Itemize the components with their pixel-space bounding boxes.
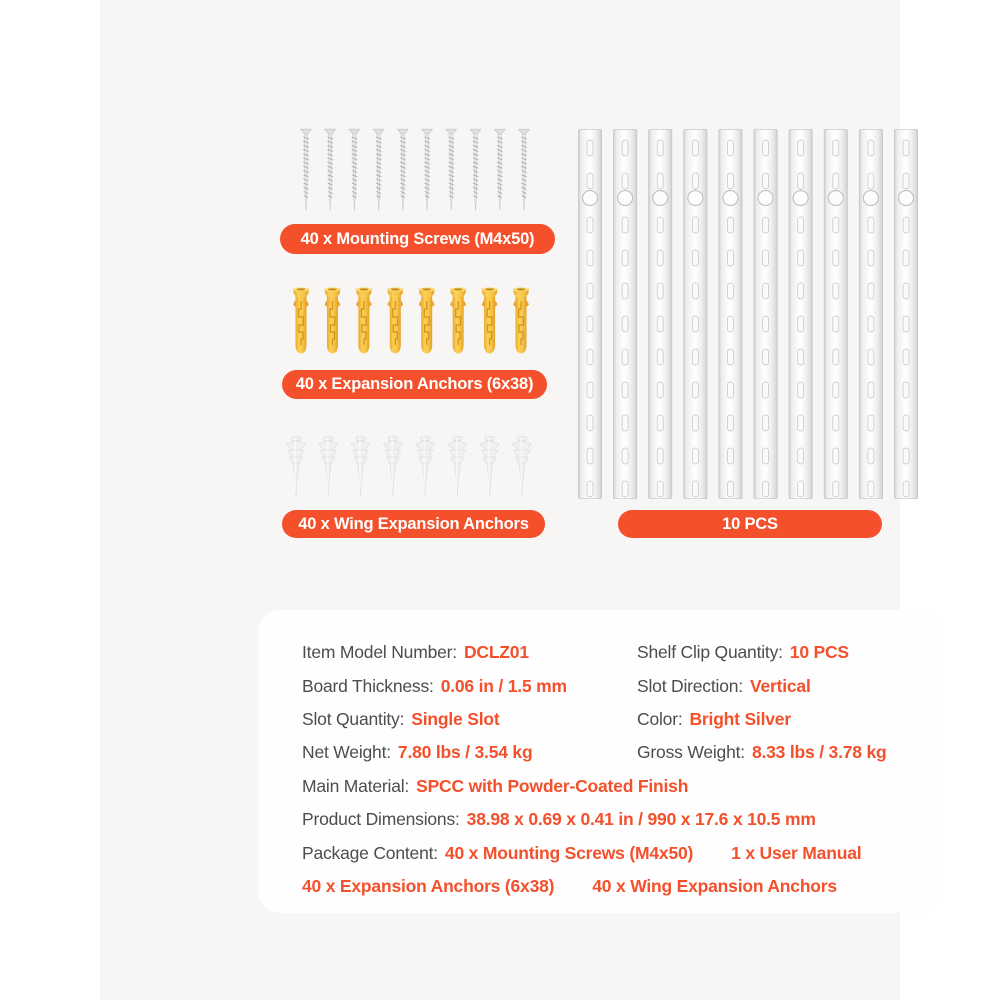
screw-icon <box>494 129 505 210</box>
rail-slot <box>903 448 909 464</box>
rail-slot <box>727 217 733 233</box>
rail-slot <box>692 415 698 431</box>
shelf-standard-icon <box>613 129 636 498</box>
expansion-anchor-icon <box>419 287 435 353</box>
rail-slot <box>587 349 593 365</box>
rail-slot <box>798 349 804 365</box>
shelf-standard-icon <box>824 129 847 498</box>
shelf-standard-icon <box>754 129 777 498</box>
expansion-anchor-icon <box>482 287 498 353</box>
spec-label: Slot Quantity: <box>302 708 405 729</box>
spec-value: 38.98 x 0.69 x 0.41 in / 990 x 17.6 x 10.5 mm <box>466 809 816 830</box>
rail-slot <box>763 217 769 233</box>
spec-value: 8.33 lbs / 3.78 kg <box>751 742 887 763</box>
rail-slot <box>657 382 663 398</box>
rail-slot <box>727 173 733 189</box>
rail-mounting-hole <box>863 191 878 206</box>
rail-slot <box>903 250 909 266</box>
rail-slot <box>657 283 663 299</box>
rail-slot <box>833 349 839 365</box>
rail-slot <box>868 448 874 464</box>
rail-slot <box>692 448 698 464</box>
screw-icon <box>519 129 530 210</box>
spec-row <box>302 736 940 769</box>
expansion-anchor-icon <box>293 287 309 353</box>
wing-anchor-icon <box>351 437 370 497</box>
rail-slot <box>692 283 698 299</box>
rail-slot <box>798 316 804 332</box>
rail-slot <box>763 316 769 332</box>
spec-cell <box>637 742 887 763</box>
rail-slot <box>868 316 874 332</box>
screw-icon <box>301 129 312 210</box>
rail-slot <box>727 316 733 332</box>
gray-canvas <box>100 0 900 1000</box>
mounting-screws-graphic <box>300 128 530 213</box>
rail-slot <box>587 140 593 156</box>
wing-anchors-label: 40 x Wing Expansion Anchors <box>298 514 529 533</box>
expansion-anchor-icon <box>387 287 403 353</box>
rail-slot <box>587 382 593 398</box>
rail-slot <box>692 349 698 365</box>
expansion-anchor-icon <box>324 287 340 353</box>
screw-icon <box>398 129 409 210</box>
wing-anchor-icon <box>319 437 338 497</box>
spec-cell <box>731 843 861 864</box>
rail-slot <box>833 217 839 233</box>
rail-slot <box>868 140 874 156</box>
rail-slot <box>903 481 909 497</box>
rail-slot <box>727 140 733 156</box>
rail-slot <box>657 217 663 233</box>
wing-anchor-icon <box>480 437 499 497</box>
rail-slot <box>587 415 593 431</box>
spec-label: Main Material: <box>302 775 410 796</box>
spec-cell <box>302 742 637 763</box>
expansion-anchors-graphic <box>291 287 531 359</box>
rail-slot <box>798 481 804 497</box>
spec-cell <box>302 676 637 697</box>
spec-value: 7.80 lbs / 3.54 kg <box>397 742 533 763</box>
rail-mounting-hole <box>899 191 914 206</box>
expansion-anchors-label: 40 x Expansion Anchors (6x38) <box>295 375 534 393</box>
spec-value: 10 PCS <box>789 642 849 663</box>
spec-label: Product Dimensions: <box>302 809 460 830</box>
rail-slot <box>622 250 628 266</box>
rail-slot <box>868 415 874 431</box>
shelf-standard-icon <box>719 129 742 498</box>
spec-cell <box>302 642 637 663</box>
rail-slot <box>833 283 839 299</box>
screw-icon <box>446 129 457 210</box>
spec-row <box>302 836 940 869</box>
expansion-anchor-icon <box>356 287 372 353</box>
rail-slot <box>692 316 698 332</box>
rail-slot <box>833 316 839 332</box>
rail-slot <box>798 415 804 431</box>
rail-slot <box>657 140 663 156</box>
specs-card <box>258 610 940 913</box>
rail-slot <box>903 316 909 332</box>
rail-slot <box>903 349 909 365</box>
rail-slot <box>587 217 593 233</box>
rail-slot <box>622 283 628 299</box>
rail-slot <box>622 140 628 156</box>
rail-slot <box>657 415 663 431</box>
spec-label: Package Content: <box>302 842 438 863</box>
rail-slot <box>833 448 839 464</box>
rail-slot <box>587 481 593 497</box>
spec-value: Vertical <box>749 675 811 696</box>
spec-row <box>302 669 940 702</box>
rail-slot <box>657 316 663 332</box>
rail-slot <box>622 415 628 431</box>
rail-slot <box>587 283 593 299</box>
rail-slot <box>798 250 804 266</box>
spec-label: Slot Direction: <box>637 675 743 696</box>
spec-cell <box>592 876 837 897</box>
spec-row <box>302 803 940 836</box>
spec-label: Gross Weight: <box>637 742 745 763</box>
rail-slot <box>622 349 628 365</box>
rail-slot <box>622 217 628 233</box>
rail-slot <box>727 349 733 365</box>
rail-quantity-label: 10 PCS <box>722 514 778 533</box>
rail-slot <box>868 283 874 299</box>
spec-value: 1 x User Manual <box>731 842 862 863</box>
rail-slot <box>903 283 909 299</box>
spec-cell <box>637 642 849 663</box>
shelf-standard-icon <box>789 129 812 498</box>
spec-cell <box>302 876 554 897</box>
rail-slot <box>868 173 874 189</box>
spec-row <box>302 870 940 903</box>
rail-mounting-hole <box>688 191 703 206</box>
expansion-anchor-icon <box>450 287 466 353</box>
spec-value: Single Slot <box>411 708 500 729</box>
screw-icon <box>349 129 360 210</box>
rail-slot <box>622 448 628 464</box>
screw-icon <box>470 129 481 210</box>
rail-slot <box>587 316 593 332</box>
rail-slot <box>868 349 874 365</box>
rail-slot <box>798 382 804 398</box>
spec-value: 0.06 in / 1.5 mm <box>440 675 567 696</box>
spec-value: 40 x Wing Expansion Anchors <box>592 875 837 896</box>
rail-mounting-hole <box>653 191 668 206</box>
rail-slot <box>727 250 733 266</box>
shelf-standard-icon <box>894 129 917 498</box>
rail-slot <box>903 217 909 233</box>
rail-slot <box>798 140 804 156</box>
rail-slot <box>833 481 839 497</box>
spec-label: Color: <box>637 708 683 729</box>
rail-slot <box>798 217 804 233</box>
rail-slot <box>763 283 769 299</box>
rail-slot <box>727 382 733 398</box>
label-pill-rail-quantity <box>618 510 882 538</box>
rail-slot <box>692 217 698 233</box>
spec-cell <box>302 809 816 830</box>
rail-mounting-hole <box>828 191 843 206</box>
rail-slot <box>657 173 663 189</box>
rail-slot <box>903 173 909 189</box>
rail-slot <box>657 448 663 464</box>
rail-slot <box>692 481 698 497</box>
shelf-standard-icon <box>684 129 707 498</box>
spec-value: 40 x Expansion Anchors (6x38) <box>302 875 555 896</box>
rail-slot <box>657 481 663 497</box>
wing-anchor-icon <box>448 437 467 497</box>
shelf-standard-icon <box>578 129 601 498</box>
rail-slot <box>833 173 839 189</box>
rail-slot <box>903 382 909 398</box>
spec-cell <box>637 709 791 730</box>
spec-value: SPCC with Powder-Coated Finish <box>416 775 689 796</box>
rail-mounting-hole <box>758 191 773 206</box>
rail-slot <box>903 415 909 431</box>
spec-value: 40 x Mounting Screws (M4x50) <box>444 842 694 863</box>
rail-mounting-hole <box>793 191 808 206</box>
spec-rows <box>258 610 940 903</box>
rail-slot <box>727 448 733 464</box>
screw-icon <box>373 129 384 210</box>
shelf-standards-graphic <box>578 129 918 499</box>
rail-slot <box>622 173 628 189</box>
rail-slot <box>798 448 804 464</box>
rail-slot <box>692 250 698 266</box>
rail-slot <box>763 349 769 365</box>
rail-slot <box>903 140 909 156</box>
rail-slot <box>763 415 769 431</box>
rail-slot <box>833 382 839 398</box>
rail-slot <box>833 250 839 266</box>
rail-slot <box>622 382 628 398</box>
rail-slot <box>587 250 593 266</box>
wing-anchor-icon <box>513 437 532 497</box>
expansion-anchor-icon <box>513 287 529 353</box>
spec-row <box>302 703 940 736</box>
spec-value: Bright Silver <box>689 708 791 729</box>
screw-icon <box>325 129 336 210</box>
spec-cell <box>302 709 637 730</box>
screw-icon <box>422 129 433 210</box>
shelf-standard-icon <box>649 129 672 498</box>
rail-slot <box>657 349 663 365</box>
shelf-standard-icon <box>859 129 882 498</box>
rail-mounting-hole <box>723 191 738 206</box>
rail-slot <box>763 140 769 156</box>
label-pill-expansion-anchors <box>282 370 547 399</box>
rail-slot <box>868 217 874 233</box>
spec-label: Shelf Clip Quantity: <box>637 642 783 663</box>
rail-slot <box>587 173 593 189</box>
rail-slot <box>727 481 733 497</box>
rail-slot <box>763 481 769 497</box>
wing-anchor-icon <box>416 437 435 497</box>
rail-slot <box>763 448 769 464</box>
rail-slot <box>798 283 804 299</box>
mounting-screws-label: 40 x Mounting Screws (M4x50) <box>300 229 535 248</box>
spec-cell <box>637 676 811 697</box>
rail-slot <box>763 382 769 398</box>
spec-cell <box>302 843 693 864</box>
rail-mounting-hole <box>618 191 633 206</box>
wing-anchor-icon <box>287 437 306 497</box>
rail-slot <box>798 173 804 189</box>
rail-slot <box>868 481 874 497</box>
rail-slot <box>727 415 733 431</box>
rail-slot <box>868 250 874 266</box>
spec-row <box>302 636 940 669</box>
rail-slot <box>763 250 769 266</box>
rail-slot <box>622 316 628 332</box>
rail-slot <box>657 250 663 266</box>
spec-label: Net Weight: <box>302 742 391 763</box>
spec-value: DCLZ01 <box>463 642 529 663</box>
rail-slot <box>833 140 839 156</box>
rail-slot <box>763 173 769 189</box>
spec-cell <box>302 776 688 797</box>
rail-slot <box>833 415 839 431</box>
rail-slot <box>868 382 874 398</box>
rail-slot <box>727 283 733 299</box>
rail-slot <box>692 140 698 156</box>
rail-mounting-hole <box>583 191 598 206</box>
spec-row <box>302 770 940 803</box>
spec-label: Board Thickness: <box>302 675 434 696</box>
rail-slot <box>692 173 698 189</box>
wing-anchors-graphic <box>284 436 534 498</box>
rail-slot <box>587 448 593 464</box>
rail-slot <box>622 481 628 497</box>
rail-slot <box>692 382 698 398</box>
label-pill-mounting-screws <box>280 224 555 254</box>
spec-label: Item Model Number: <box>302 642 457 663</box>
label-pill-wing-anchors <box>282 510 545 538</box>
wing-anchor-icon <box>383 437 402 497</box>
